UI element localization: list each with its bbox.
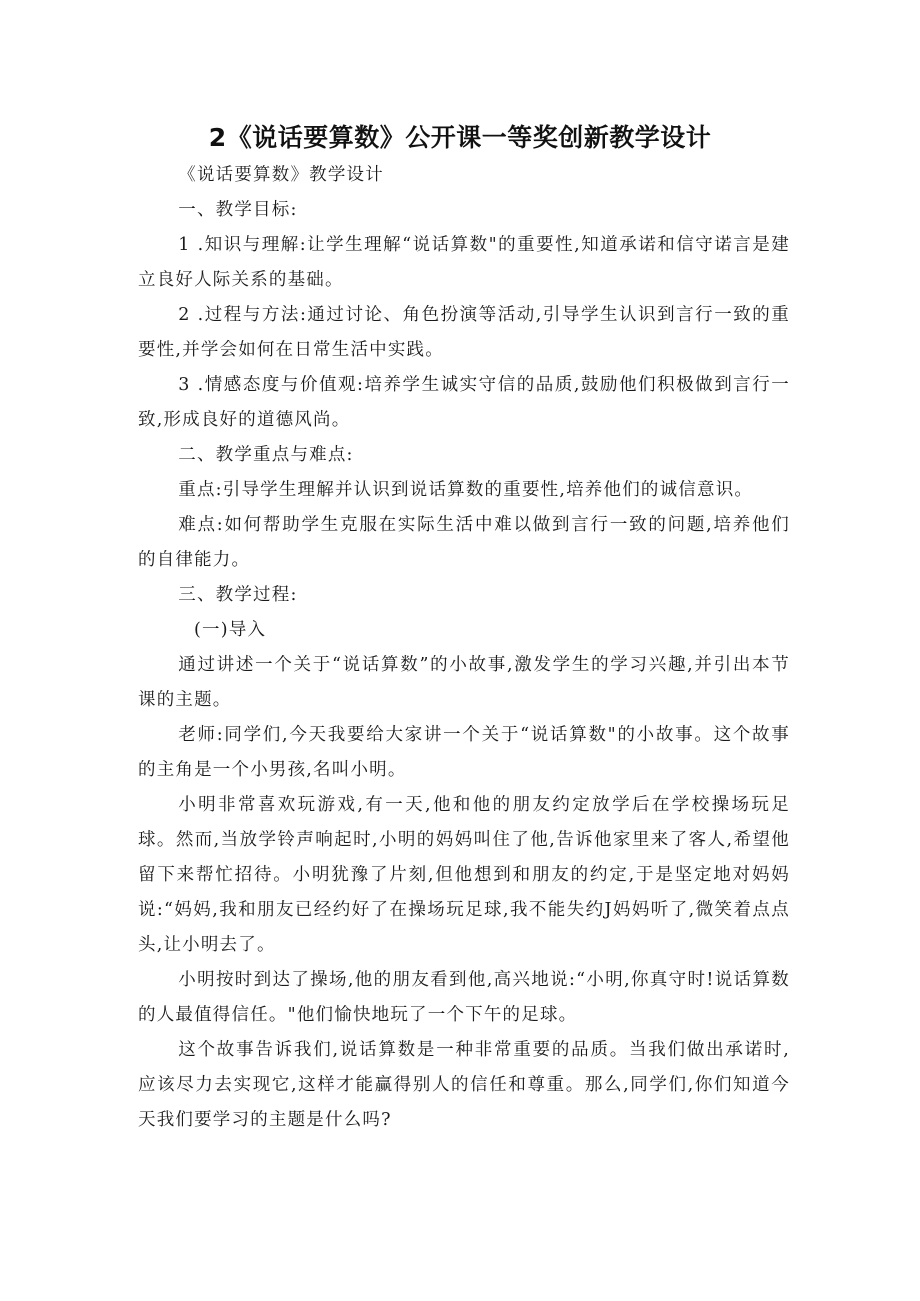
objective-item: 3 .情感态度与价值观:培养学生诚实守信的品质,鼓励他们积极做到言行一致,形成良好的道德风尚。 [138,375,790,430]
key-point-paragraph: 重点:引导学生理解并认识到说话算数的重要性,培养他们的诚信意识。 [178,480,754,500]
objective-item: 1 .知识与理解:让学生理解“说话算数"的重要性,知道承诺和信守诺言是建立良好人际关系的基础。 [138,235,790,290]
body-paragraph: 通过讲述一个关于“说话算数”的小故事,激发学生的学习兴趣,并引出本节课的主题。 [138,655,790,710]
subsection-heading-intro: (一)导入 [194,620,267,640]
body-paragraph: 老师:同学们,今天我要给大家讲一个关于“说话算数"的小故事。这个故事的主角是一个小男孩,名叫小明。 [138,725,790,780]
difficulty-paragraph: 难点:如何帮助学生克服在实际生活中难以做到言行一致的问题,培养他们的自律能力。 [138,515,790,570]
document-title: 2《说话要算数》公开课一等奖创新教学设计 [208,123,712,152]
section-heading-process: 三、教学过程: [178,585,298,605]
body-paragraph: 这个故事告诉我们,说话算数是一种非常重要的品质。当我们做出承诺时,应该尽力去实现它,这样才能赢得别人的信任和尊重。那么,同学们,你们知道今天我们要学习的主题是什么吗? [138,1040,790,1130]
section-heading-key-points: 二、教学重点与难点: [178,445,354,465]
body-paragraph: 小明非常喜欢玩游戏,有一天,他和他的朋友约定放学后在学校操场玩足球。然而,当放学铃声响起时,小明的妈妈叫住了他,告诉他家里来了客人,希望他留下来帮忙招待。小明犹豫了片刻,但他想到和朋友的约定,于是坚定地对妈妈说:“妈妈,我和朋友已经约好了在操场玩足球,我不能失约J妈妈听了,微笑着点点头,让小明去了。 [138,795,790,955]
document-body [138,158,790,1138]
objective-item: 2 .过程与方法:通过讨论、角色扮演等活动,引导学生认识到言行一致的重要性,并学会如何在日常生活中实践。 [138,305,790,360]
body-paragraph: 小明按时到达了操场,他的朋友看到他,高兴地说:“小明,你真守时!说话算数的人最值得信任。"他们愉快地玩了一个下午的足球。 [138,970,790,1025]
subtitle: 《说话要算数》教学设计 [178,165,384,185]
section-heading-objectives: 一、教学目标: [178,200,298,220]
